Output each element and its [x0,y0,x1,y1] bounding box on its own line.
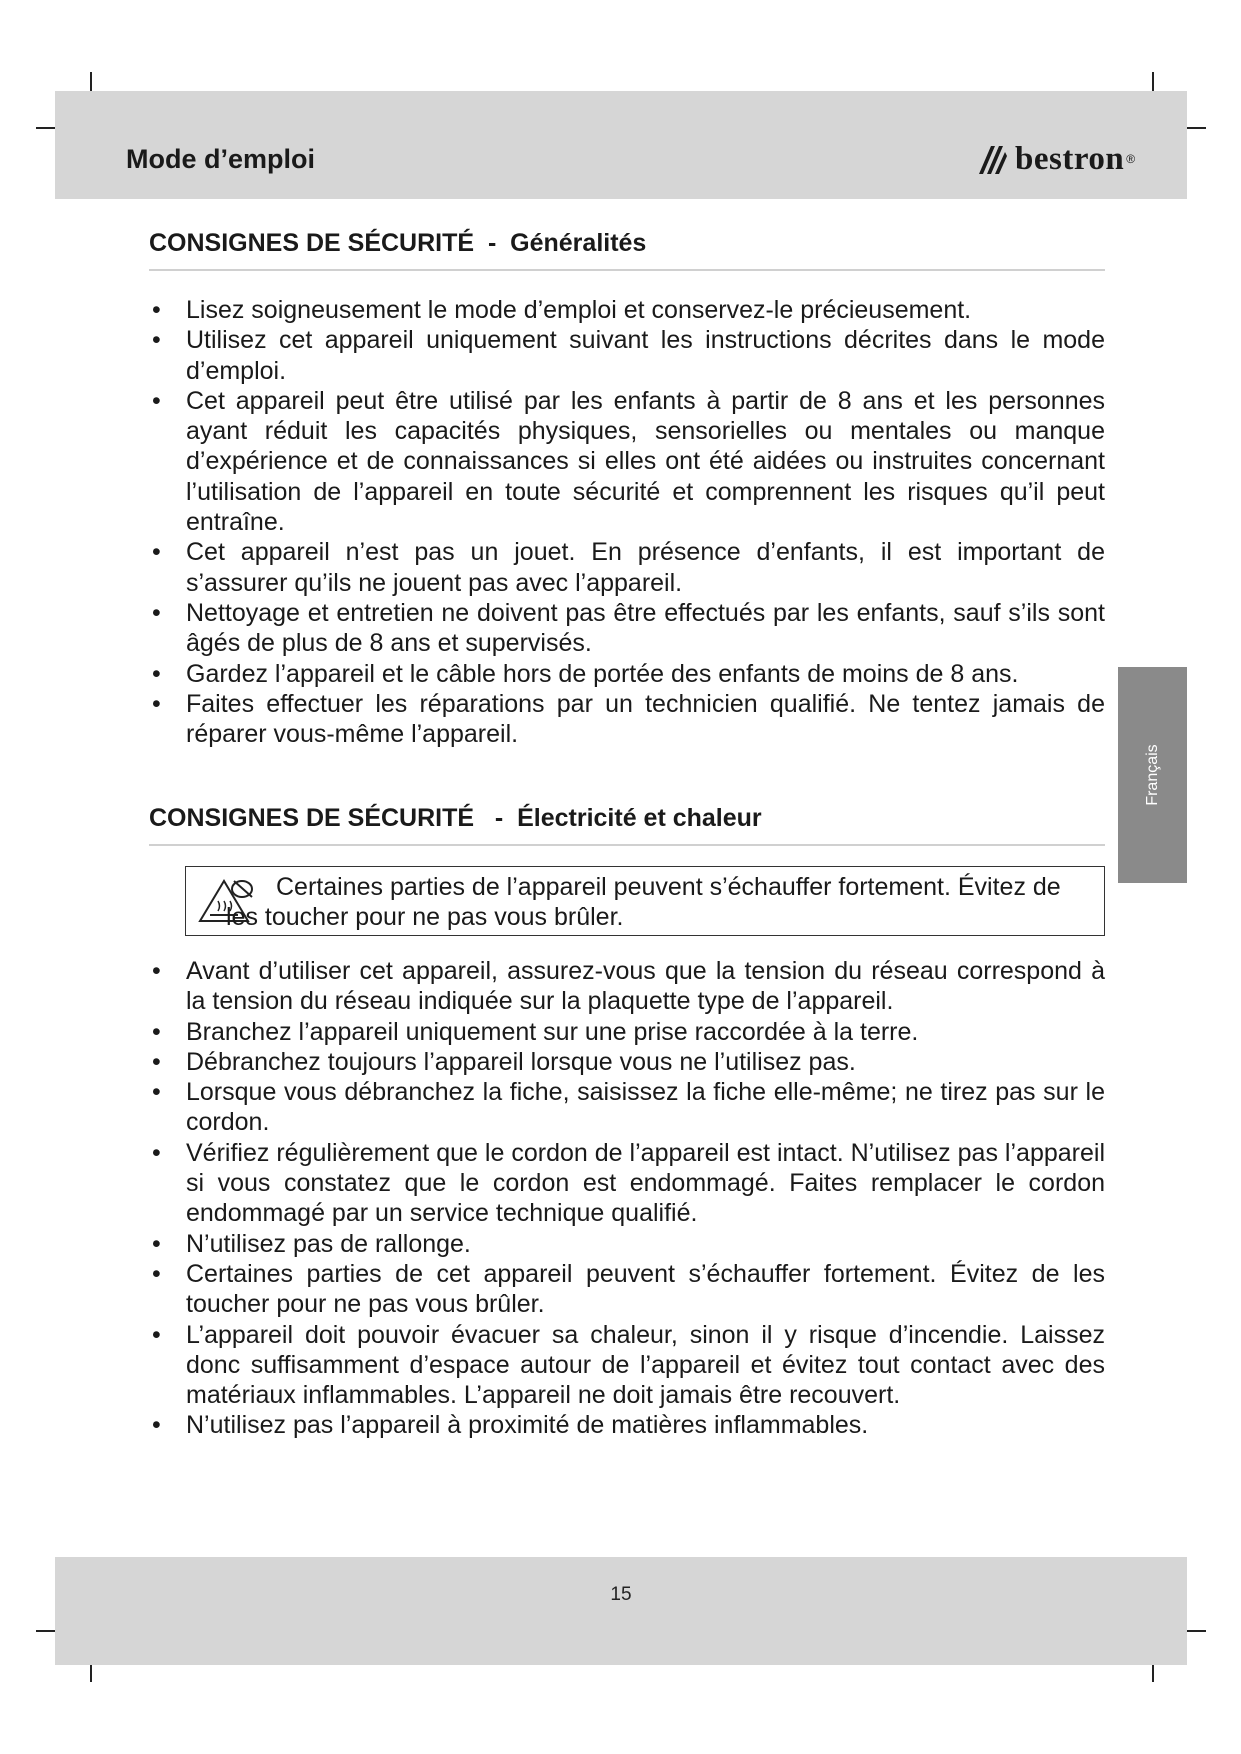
section-general [149,229,1105,749]
list-item: • Cet appareil n’est pas un jouet. En présence d’enfants, il est important de s’assurer qu’ils ne jouent pas avec l’appareil. [152,538,1105,597]
page-number: 15 [610,1584,632,1605]
language-tab [1118,667,1187,883]
safety-list [149,295,1105,749]
list-item: • Cet appareil peut être utilisé par les enfants à partir de 8 ans et les personnes ayant réduit les capacités physiques, sensorielles ou mentales ou manque d’expérience et de connaissances si elles ont été aidées ou instruites concernant l’utilisation de l’appareil en toute sécurité et comprennent les risques qu’il peut entraîne. [152,386,1105,537]
list-item: • Vérifiez régulièrement que le cordon de l’appareil est intact. N’utilisez pas l’appareil si vous constatez que le cordon est endommagé. Faites remplacer le cordon endommagé par un service technique qualifié. [152,1138,1105,1228]
logo-text: bestron [1015,140,1125,177]
footer-band [55,1557,1187,1665]
list-item: • Débranchez toujours l’appareil lorsque vous ne l’utilisez pas. [152,1047,856,1076]
language-label: Français [1143,744,1161,806]
brand-logo [977,139,1135,179]
list-item: • Lisez soigneusement le mode d’emploi et conservez-le précieusement. [152,296,972,324]
safety-list [149,956,1105,1441]
list-item: • Faites effectuer les réparations par un technicien qualifié. Ne tentez jamais de réparer vous-même l’appareil. [152,689,1105,749]
list-item: • Avant d’utiliser cet appareil, assurez-vous que la tension du réseau correspond à la tension du réseau indiquée sur la plaquette type de l’appareil. [152,957,1105,1016]
list-item: • Utilisez cet appareil uniquement suivant les instructions décrites dans le mode d’emploi. [152,326,1105,385]
chevron-logo-icon [977,142,1009,176]
list-item: • Lorsque vous débranchez la fiche, saisissez la fiche elle-même; ne tirez pas sur le cordon. [152,1078,1105,1137]
list-item: • Branchez l’appareil uniquement sur une prise raccordée à la terre. [152,1017,919,1046]
page-title: Mode d’emploi [126,144,315,174]
list-item: • L’appareil doit pouvoir évacuer sa chaleur, sinon il y risque d’incendie. Laissez donc suffisamment d’espace autour de l’appareil et évitez tout contact avec des matériaux inflammables. L’appareil ne doit jamais être recouvert. [152,1320,1105,1410]
section-electricity-heat [149,804,1105,846]
list-item: • Certaines parties de cet appareil peuvent s’échauffer fortement. Évitez de les toucher pour ne pas vous brûler. [152,1259,1105,1319]
warning-text: Certaines parties de l’appareil peuvent s’échauffer fortement. Évitez de les toucher pour ne pas vous brûler. [226,873,1061,931]
warning-box [185,866,1105,936]
list-item: • Nettoyage et entretien ne doivent pas être effectués par les enfants, sauf s’ils sont âgés de plus de 8 ans et supervisés. [152,598,1105,658]
logo-registered-mark: ® [1126,152,1136,166]
list-item: • Gardez l’appareil et le câble hors de portée des enfants de moins de 8 ans. [152,659,1019,688]
section-title: CONSIGNES DE SÉCURITÉ - Généralités [149,229,1105,271]
header-band [55,91,1187,199]
section-electricity-list [149,956,1105,1441]
list-item: • N’utilisez pas de rallonge. [152,1229,471,1258]
list-item: • N’utilisez pas l’appareil à proximité de matières inflammables. [152,1411,869,1440]
section-title: CONSIGNES DE SÉCURITÉ - Électricité et chaleur [149,804,1105,846]
